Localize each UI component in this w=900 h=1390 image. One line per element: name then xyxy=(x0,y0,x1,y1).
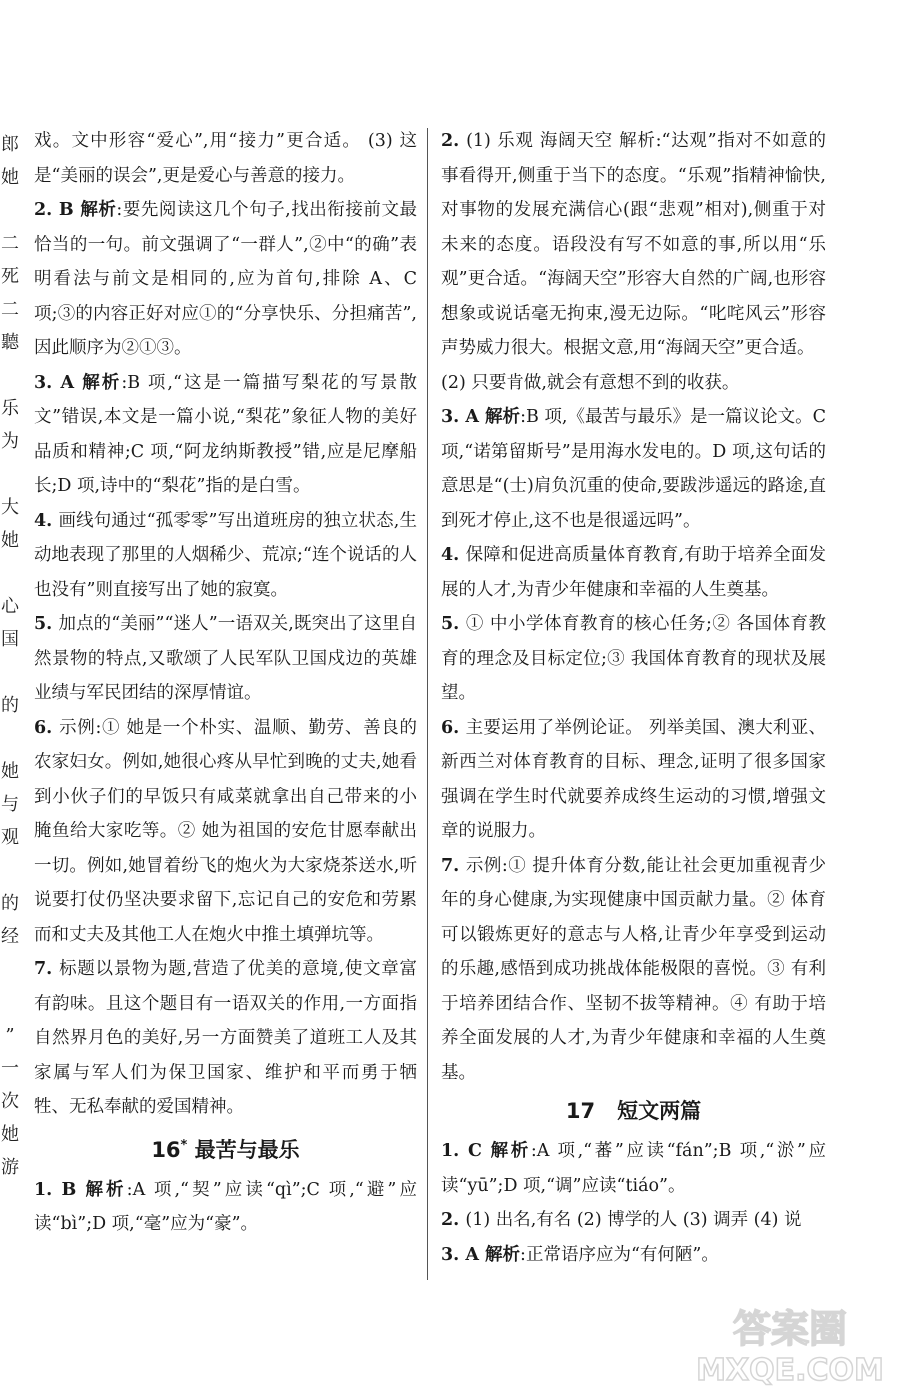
margin-char: 观 xyxy=(1,827,19,848)
watermark-text-cn: 答案圈 xyxy=(732,1307,848,1351)
answer-text: (1) 出名,有名 (2) 博学的人 (3) 调弄 (4) 说 xyxy=(465,1210,802,1230)
margin-char: 二 xyxy=(1,233,19,254)
answer-number: 3. xyxy=(34,372,61,393)
answer-label: A 解析 xyxy=(465,1244,521,1265)
margin-char: 国 xyxy=(1,629,19,650)
margin-char: 聽 xyxy=(1,332,19,353)
watermark-logo xyxy=(690,1298,890,1388)
margin-char: 游 xyxy=(1,1157,19,1178)
margin-char: 一 xyxy=(1,1058,19,1079)
margin-char: ” xyxy=(5,1025,15,1046)
answer-text: :A 项,“蕃”应读“fán”;B 项,“淤”应读“yū”;D 项,“调”应读“tiáo”。 xyxy=(441,1141,826,1196)
answer-item xyxy=(34,952,417,1125)
answer-number: 7. xyxy=(34,959,60,979)
margin-char xyxy=(0,722,20,755)
lesson-star: * xyxy=(180,1137,188,1153)
margin-char xyxy=(0,194,20,227)
answer-item xyxy=(34,607,417,711)
margin-char: 的 xyxy=(1,893,19,914)
margin-char: 为 xyxy=(1,431,19,452)
answer-text: 示例:① 她是一个朴实、温顺、勤劳、善良的农家妇女。例如,她很心疼从早忙到晚的丈夫,她看到小伙子们的早饭只有咸菜就拿出自己带来的小腌鱼给大家吃等。② 她为祖国的安危甘愿奉献出一切。例如,她冒着纷飞的炮火为大家烧茶送水,听说要打仗仍坚决要求留下,忘记自己的安危和劳累而和丈夫及其他工人在炮火中推土填弹坑等。 xyxy=(34,717,417,945)
answer-text: 示例:① 提升体育分数,能让社会更加重视青少年的身心健康,为实现健康中国贡献力量。② 体育可以锻炼更好的意志与人格,让青少年享受到运动的乐趣,感悟到成功挑战体能极限的喜悦。③ 有利于培养团结合作、坚韧不拔等精神。④ 有助于培养全面发展的人才,为青少年健康和幸福的人生奠基。 xyxy=(441,855,826,1083)
answer-text: (1) 乐观 海阔天空 解析:“达观”指对不如意的事看得开,侧重于当下的态度。“乐观”指精神愉快,对事物的发展充满信心(跟“悲观”相对),侧重于对未来的态度。语段没有写不如意的事,所以用“乐观”更合适。“海阔天空”形容大自然的广阔,也形容想象或说话毫无拘束,漫无边际。“叱咤风云”形容声势威力很大。根据文意,用“海阔天空”更合适。 xyxy=(441,131,826,358)
answer-item xyxy=(34,504,417,608)
answer-text: (2) 只要肯做,就会有意想不到的收获。 xyxy=(441,372,740,393)
answer-text: :要先阅读这几个句子,找出衔接前文最恰当的一句。前文强调了“一群人”,②中“的确”表明看法与前文是相同的,应为首句,排除 A、C 项;③的内容正好对应①的“分享快乐、分担痛苦”,因此顺序为②①③。 xyxy=(34,200,417,358)
answer-item xyxy=(441,366,826,401)
answer-text: :A 项,“契”应读“qì”;C 项,“避”应读“bì”;D 项,“毫”应为“豪”。 xyxy=(34,1179,417,1234)
answer-item xyxy=(34,124,417,193)
margin-char: 乐 xyxy=(1,398,19,419)
margin-char: 她 xyxy=(1,1124,19,1145)
answer-number: 4. xyxy=(441,545,466,565)
answer-number: 7. xyxy=(441,855,466,876)
answer-number: 5. xyxy=(34,614,59,634)
lesson-17-answer-list xyxy=(441,1134,826,1272)
column-divider xyxy=(427,128,428,1280)
answer-text: :正常语序应为“有何陋”。 xyxy=(520,1244,719,1265)
answer-text: 保障和促进高质量体育教育,有助于培养全面发展的人才,为青少年健康和幸福的人生奠基。 xyxy=(441,545,826,600)
answer-item xyxy=(441,1203,826,1238)
margin-char: 心 xyxy=(1,596,19,617)
margin-char xyxy=(0,458,20,491)
answer-number: 3. xyxy=(441,1244,466,1265)
margin-char: 她 xyxy=(1,167,19,188)
margin-char xyxy=(0,953,20,986)
margin-char: 她 xyxy=(1,761,19,782)
answer-text: 主要运用了举例论证。 列举美国、澳大利亚、新西兰对体育教育的目标、理念,证明了很多国家强调在学生时代就要养成终生运动的习惯,增强文章的说服力。 xyxy=(441,717,826,841)
lesson-17-title xyxy=(441,1094,826,1128)
margin-char xyxy=(0,986,20,1019)
lesson-title-text: 最苦与最乐 xyxy=(194,1137,300,1162)
answer-number: 2. xyxy=(441,1210,466,1230)
lesson-number: 17 xyxy=(565,1099,596,1123)
answer-item xyxy=(34,193,417,366)
answer-number: 1. xyxy=(34,1179,62,1200)
answer-text: ① 中小学体育教育的核心任务;② 各国体育教育的理念及目标定位;③ 我国体育教育的现状及展望。 xyxy=(441,614,826,703)
answer-text: 加点的“美丽”“迷人”一语双关,既突出了这里自然景物的特点,又歌颂了人民军队卫国戍边的英雄业绩与军民团结的深厚情谊。 xyxy=(34,614,417,703)
answer-text: 戏。文中形容“爱心”,用“接力”更合适。 (3) 这是“美丽的误会”,更是爱心与善意的接力。 xyxy=(34,131,417,186)
lesson-16-title xyxy=(34,1129,417,1167)
answer-item xyxy=(441,400,826,538)
answer-item xyxy=(441,711,826,849)
margin-char: 二 xyxy=(1,299,19,320)
answer-text: :B 项,《最苦与最乐》是一篇议论文。C 项,“诺第留斯号”是用海水发电的。D 项,这句话的意思是“(士)肩负沉重的使命,要跋涉遥远的路途,直到死才停止,这不也是很遥远吗”。 xyxy=(441,407,826,531)
answer-label: B 解析 xyxy=(61,1179,127,1200)
answer-item xyxy=(441,1134,826,1203)
answer-number: 6. xyxy=(441,717,466,738)
answer-label: A 解析 xyxy=(465,407,521,427)
answer-label: B 解析 xyxy=(58,200,117,220)
lesson-title-text: 短文两篇 xyxy=(617,1099,702,1123)
margin-char: 经 xyxy=(1,926,19,947)
right-answer-list xyxy=(441,124,826,1090)
lesson-number: 16 xyxy=(151,1137,181,1162)
answer-item xyxy=(441,849,826,1091)
margin-char: 与 xyxy=(1,794,19,815)
answer-item xyxy=(441,124,826,366)
margin-char: 她 xyxy=(1,530,19,551)
answer-text: :B 项,“这是一篇描写梨花的写景散文”错误,本文是一篇小说,“梨花”象征人物的美好品质和精神;C 项,“阿龙纳斯教授”错,应是尼摩船长;D 项,诗中的“梨花”指的是白雪。 xyxy=(34,372,417,496)
margin-char: 死 xyxy=(1,266,19,287)
margin-char: 郎 xyxy=(1,134,19,155)
right-column xyxy=(441,124,826,1272)
left-column xyxy=(34,124,417,1242)
left-margin-fragment xyxy=(0,128,20,1278)
lesson-16-answer-list xyxy=(34,1173,417,1242)
answer-label: C 解析 xyxy=(467,1141,531,1161)
answer-item xyxy=(34,366,417,504)
answer-item xyxy=(441,1238,826,1273)
answer-number: 1. xyxy=(441,1141,468,1161)
margin-char: 次 xyxy=(1,1091,19,1112)
margin-char xyxy=(0,656,20,689)
answer-number: 2. xyxy=(34,200,59,220)
margin-char: 的 xyxy=(1,695,19,716)
answer-text: 画线句通过“孤零零”写出道班房的独立状态,生动地表现了那里的人烟稀少、荒凉;“连个说话的人也没有”则直接写出了她的寂寞。 xyxy=(34,510,417,600)
answer-number: 3. xyxy=(441,407,466,427)
answer-text: 标题以景物为题,营造了优美的意境,使文章富有韵味。且这个题目有一语双关的作用,一方面指自然界月色的美好,另一方面赞美了道班工人及其家属与军人们为保卫国家、维护和平而勇于牺牲、无私奉献的爱国精神。 xyxy=(34,959,417,1117)
answer-number: 6. xyxy=(34,717,60,738)
answer-number: 4. xyxy=(34,510,59,531)
watermark-text-url: MXQE.COM xyxy=(696,1353,884,1388)
answer-number: 2. xyxy=(441,131,467,151)
margin-char xyxy=(0,557,20,590)
left-answer-list xyxy=(34,124,417,1125)
answer-item xyxy=(441,607,826,711)
margin-char xyxy=(0,854,20,887)
margin-char xyxy=(0,359,20,392)
answer-item xyxy=(441,538,826,607)
answer-item xyxy=(34,1173,417,1242)
margin-char: 大 xyxy=(1,497,19,518)
answer-label: A 解析 xyxy=(60,372,122,393)
answer-number: 5. xyxy=(441,614,466,634)
answer-item xyxy=(34,711,417,953)
